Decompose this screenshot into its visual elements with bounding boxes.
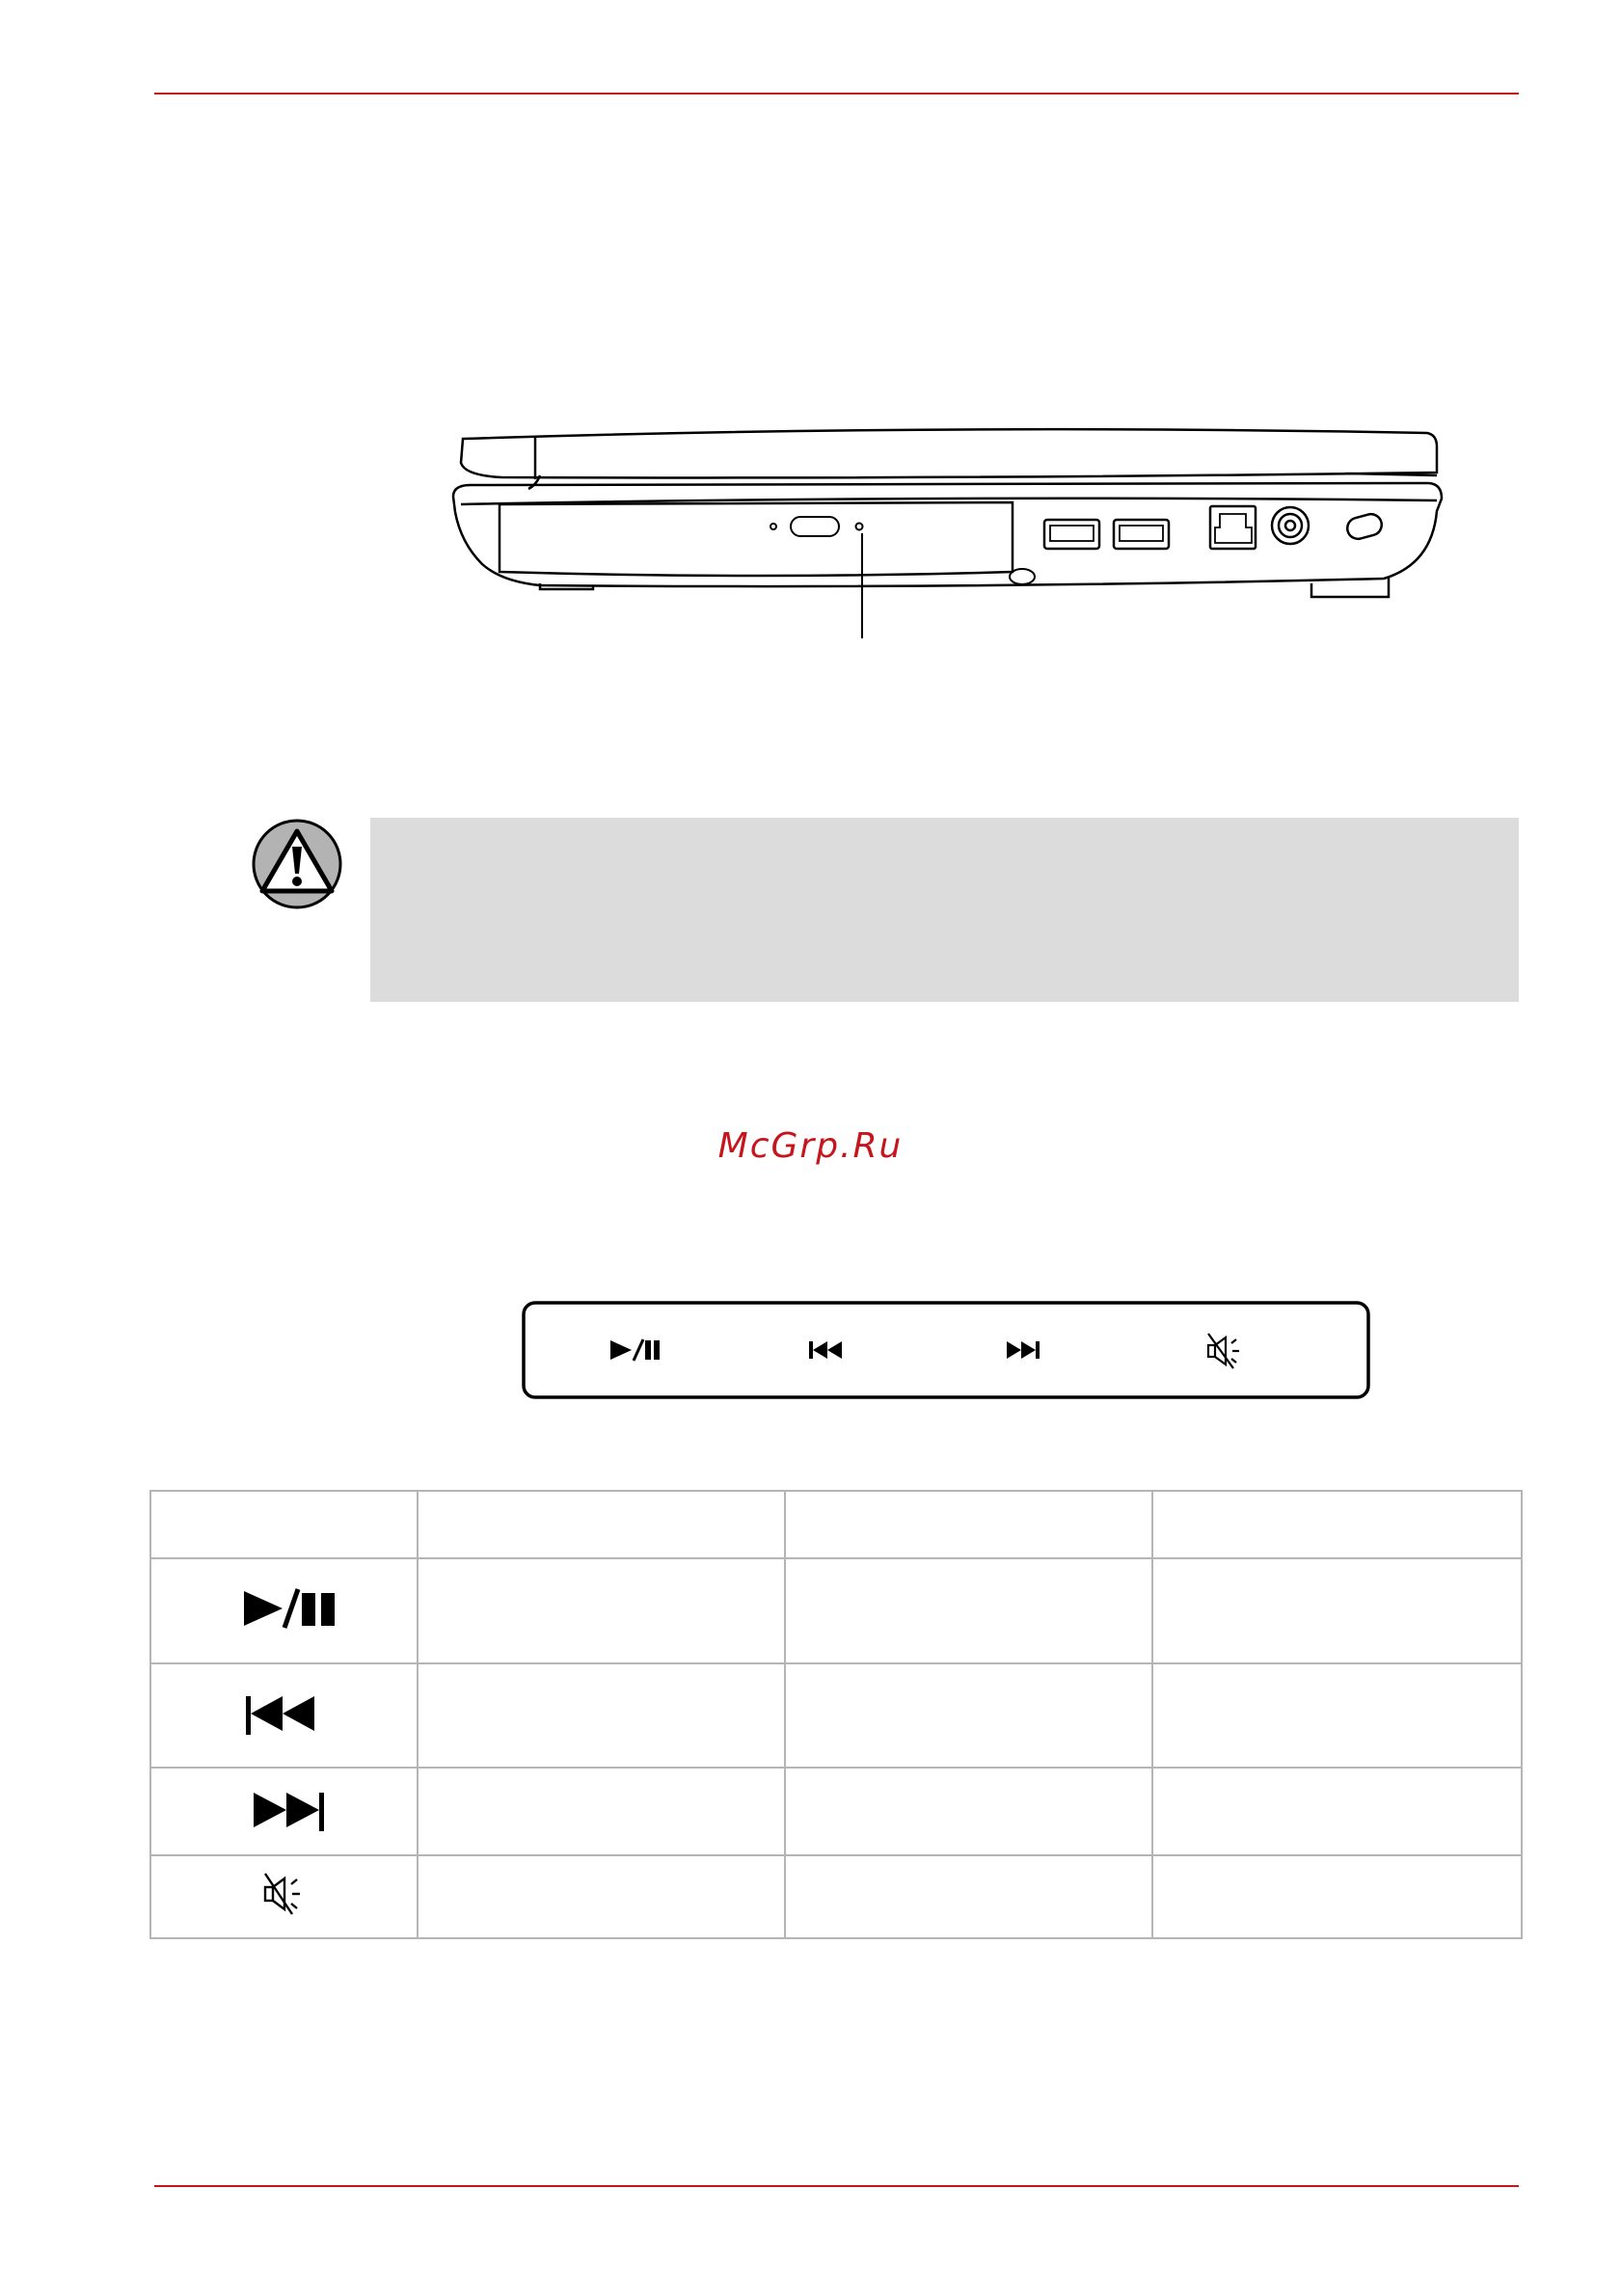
top-rule [154,93,1519,95]
table-cell [418,1558,785,1663]
media-button-table [149,1490,1523,1939]
table-cell [785,1663,1152,1769]
mute-icon [256,1868,313,1922]
table-row [150,1855,1522,1938]
play-pause-icon [217,1580,352,1637]
table-cell [785,1768,1152,1855]
table-cell [1152,1768,1522,1855]
table-icon-cell [150,1558,418,1663]
watermark-text: McGrp.Ru [717,1126,904,1166]
table-header-cell [418,1491,785,1558]
table-cell [418,1663,785,1769]
table-cell [1152,1663,1522,1769]
table-header-cell [785,1491,1152,1558]
table-icon-cell [150,1768,418,1855]
warning-triangle-icon [251,818,343,910]
table-row [150,1663,1522,1769]
table-row [150,1558,1522,1663]
media-buttons-panel [522,1301,1370,1399]
table-cell [785,1855,1152,1938]
table-cell [785,1558,1152,1663]
previous-track-icon [217,1685,352,1742]
table-cell [1152,1855,1522,1938]
table-cell [418,1855,785,1938]
table-icon-cell [150,1855,418,1938]
bottom-rule [154,2185,1519,2187]
warning-note-box [370,818,1519,1002]
laptop-front-illustration [444,419,1446,646]
table-header-cell [150,1491,418,1558]
table-header-row [150,1491,1522,1558]
next-track-icon [217,1781,352,1839]
table-icon-cell [150,1663,418,1769]
table-row [150,1768,1522,1855]
table-cell [418,1768,785,1855]
table-header-cell [1152,1491,1522,1558]
table-cell [1152,1558,1522,1663]
